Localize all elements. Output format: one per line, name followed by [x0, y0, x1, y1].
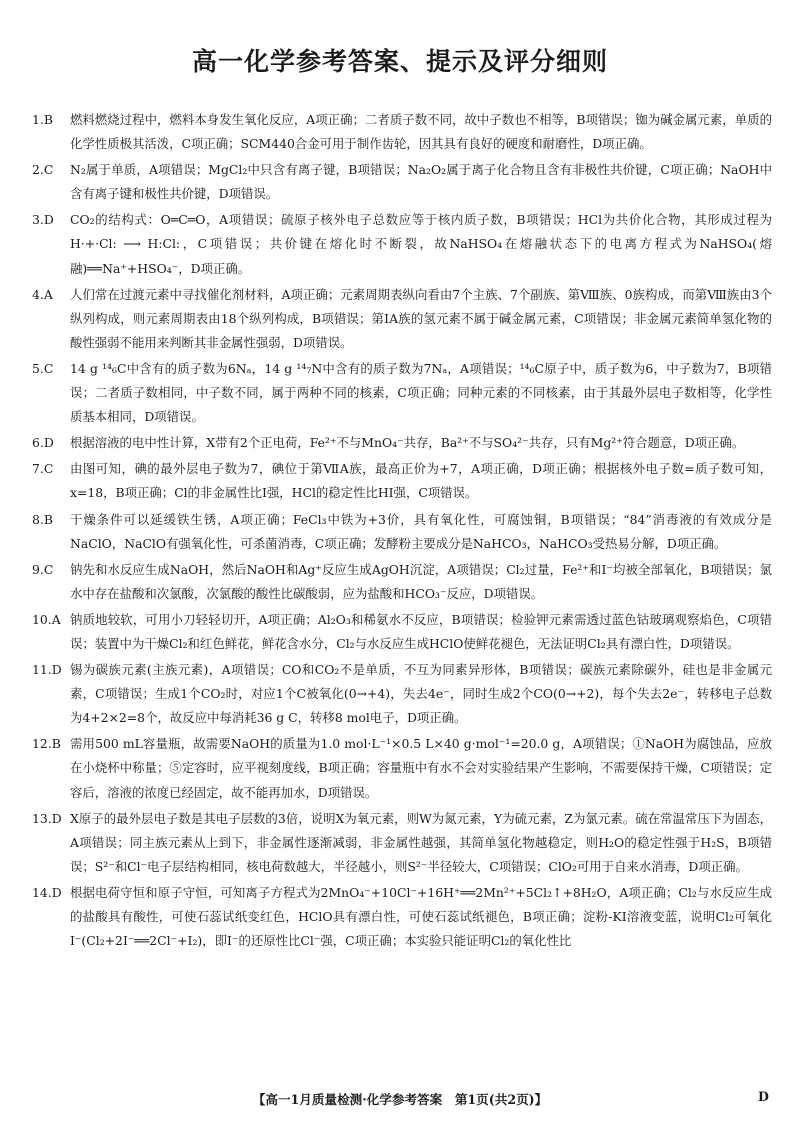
answer-number: 8.B: [32, 511, 53, 527]
answer-explanation: 钠先和水反应生成NaOH，然后NaOH和Ag⁺反应生成AgOH沉淀，A项错误；Cl₂过量，Fe²⁺和I⁻均被全部氧化，B项错误；氯水中存在盐酸和次氯酸，次氯酸的酸性比碳酸弱，应为盐酸和HCO₃⁻反应，D项错误。: [70, 561, 772, 601]
answer-explanation: 根据电荷守恒和原子守恒，可知离子方程式为2MnO₄⁻+10Cl⁻+16H⁺══2Mn²⁺+5Cl₂↑+8H₂O，A项正确；Cl₂与水反应生成的盐酸具有酸性，可使石蕊试纸变红色，HClO具有漂白性，可使石蕊试纸褪色，B项正确；淀粉-KI溶液变蓝，说明Cl₂可氧化I⁻(Cl₂+2I⁻══2Cl⁻+I₂)，即I⁻的还原性比Cl⁻强，C项正确；本实验只能证明Cl₂的氧化性比: [70, 884, 772, 949]
answer-explanation: 由图可知，碘的最外层电子数为7，碘位于第ⅦA族，最高正价为+7，A项正确，D项正确；根据核外电子数=质子数可知，x=18，B项正确；Cl的非金属性比I强，HCl的稳定性比HI强，C项错误。: [70, 461, 772, 501]
answer-number: 14.D: [32, 884, 62, 900]
answer-explanation: 燃料燃烧过程中，燃料本身发生氧化反应，A项正确；二者质子数不同，故中子数也不相等，B项错误；铷为碱金属元素，单质的化学性质极其活泼，C项正确；SCM440合金可用于制作齿轮，因其具有良好的硬度和耐磨性，D项正确。: [70, 112, 772, 152]
answer-explanation: 人们常在过渡元素中寻找催化剂材料，A项正确；元素周期表纵向看由7个主族、7个副族、第Ⅷ族、0族构成，而第Ⅷ族由3个纵列构成，则元素周期表由18个纵列构成，B项错误；第ⅠA族的氢元素不属于碱金属元素，C项错误；非金属元素简单氢化物的酸性强弱不能用来判断其非金属性强弱，D项错误。: [70, 286, 772, 350]
answer-explanation: X原子的最外层电子数是其电子层数的3倍，说明X为氧元素，则W为氮元素，Y为硫元素，Z为氯元素。硫在常温常压下为固态，A项错误；同主族元素从上到下，非金属性逐渐减弱，非金属性越强，其简单氢化物越稳定，则H₂O的稳定性强于H₂S，B项错误；S²⁻和Cl⁻电子层结构相同，核电荷数越大，半径越小，则S²⁻半径较大，C项错误；ClO₂可用于自来水消毒，D项正确。: [70, 810, 772, 874]
answer-item: [32, 431, 772, 455]
answer-list: [32, 108, 772, 955]
answer-explanation: 干燥条件可以延缓铁生锈，A项正确；FeCl₃中铁为+3价，具有氧化性，可腐蚀铜，B项错误；“84”消毒液的有效成分是NaClO，NaClO有强氧化性，可杀菌消毒，C项正确；发酵粉主要成分是NaHCO₃，NaHCO₃受热易分解，D项正确。: [70, 511, 772, 551]
answer-explanation: 14 g ¹⁴₆C中含有的质子数为6Nₐ，14 g ¹⁴₇N中含有的质子数为7Nₐ，A项错误；¹⁴₆C原子中，质子数为6，中子数为7，B项错误；二者质子数相同，中子数不同，属于两种不同的核素，C项正确；同种元素的不同核素，由于其最外层电子数相等，化学性质基本相同，D项错误。: [70, 360, 772, 425]
answer-item: [32, 283, 772, 355]
answer-explanation: 根据溶液的电中性计算，X带有2个正电荷，Fe²⁺不与MnO₄⁻共存，Ba²⁺不与SO₄²⁻共存，只有Mg²⁺符合题意，D项正确。: [70, 435, 745, 451]
answer-item: [32, 881, 772, 953]
answer-number: 5.C: [32, 360, 54, 376]
answer-number: 12.B: [32, 736, 61, 752]
answer-number: 2.C: [32, 162, 54, 178]
answer-number: 7.C: [32, 461, 54, 477]
answer-item: [32, 158, 772, 206]
answer-item: [32, 558, 772, 606]
page-footer: 【高一1月质量检测·化学参考答案 第1页(共2页)】: [252, 1092, 548, 1107]
answer-number: 1.B: [32, 112, 53, 127]
answer-explanation: 需用500 mL容量瓶，故需要NaOH的质量为1.0 mol·L⁻¹×0.5 L×40 g·mol⁻¹=20.0 g，A项错误；①NaOH为腐蚀品，应放在小烧杯中称量；⑤定容时，应平视刻度线，B项正确；容量瓶中有水不会对实验结果产生影响，不需要保持干燥，C项错误；定容后，溶液的浓度已经固定，故不能再加水，D项错误。: [70, 736, 772, 800]
answer-item: [32, 508, 772, 556]
answer-item: [32, 658, 772, 730]
answer-item: [32, 807, 772, 879]
answer-item: [32, 608, 772, 656]
answer-item: [32, 357, 772, 429]
answer-number: 4.A: [32, 286, 53, 302]
answer-number: 11.D: [32, 662, 62, 678]
answer-explanation: 锡为碳族元素(主族元素)，A项错误；CO和CO₂不是单质，不互为同素异形体，B项错误；碳族元素除碳外，硅也是非金属元素，C项错误；生成1个CO₂时，对应1个C被氧化(0→+4)，失去4e⁻，同时生成2个CO(0→+2)，每个失去2e⁻，转移电子总数为4+2×2=8个，故反应中每消耗36 g C，转移8 mol电子，D项正确。: [70, 662, 772, 726]
answer-item: [32, 208, 772, 280]
answer-explanation: 钠质地较软，可用小刀轻轻切开，A项正确；Al₂O₃和稀氨水不反应，B项错误；检验钾元素需透过蓝色钴玻璃观察焰色，C项错误；装置中为干燥Cl₂和红色鲜花，鲜花含水分，Cl₂与水反应生成HClO使鲜花褪色，无法证明Cl₂具有漂白性，D项错误。: [70, 611, 772, 651]
answer-number: 9.C: [32, 561, 54, 577]
paper-version-code: D: [758, 1089, 769, 1104]
answer-number: 6.D: [32, 435, 54, 451]
page-title: 高一化学参考答案、提示及评分细则: [191, 47, 608, 76]
answer-number: 13.D: [32, 810, 62, 826]
answer-explanation: N₂属于单质，A项错误；MgCl₂中只含有离子键，B项错误；Na₂O₂属于离子化合物且含有非极性共价键，C项正确；NaOH中含有离子键和极性共价键，D项错误。: [70, 162, 772, 202]
answer-item: [32, 457, 772, 505]
answer-item: [32, 732, 772, 804]
answer-item: [32, 108, 772, 156]
answer-number: 10.A: [32, 611, 61, 627]
answer-explanation: CO₂的结构式：O═C═O，A项错误；硫原子核外电子总数应等于核内质子数，B项错误；HCl为共价化合物，其形成过程为H·+·Cl: ⟶ H:Cl:，C项错误；共价键在熔化时不断裂，故NaHSO₄在熔融状态下的电离方程式为NaHSO₄(熔融)══Na⁺+HSO₄⁻，D项正确。: [70, 212, 772, 276]
answer-number: 3.D: [32, 212, 54, 228]
